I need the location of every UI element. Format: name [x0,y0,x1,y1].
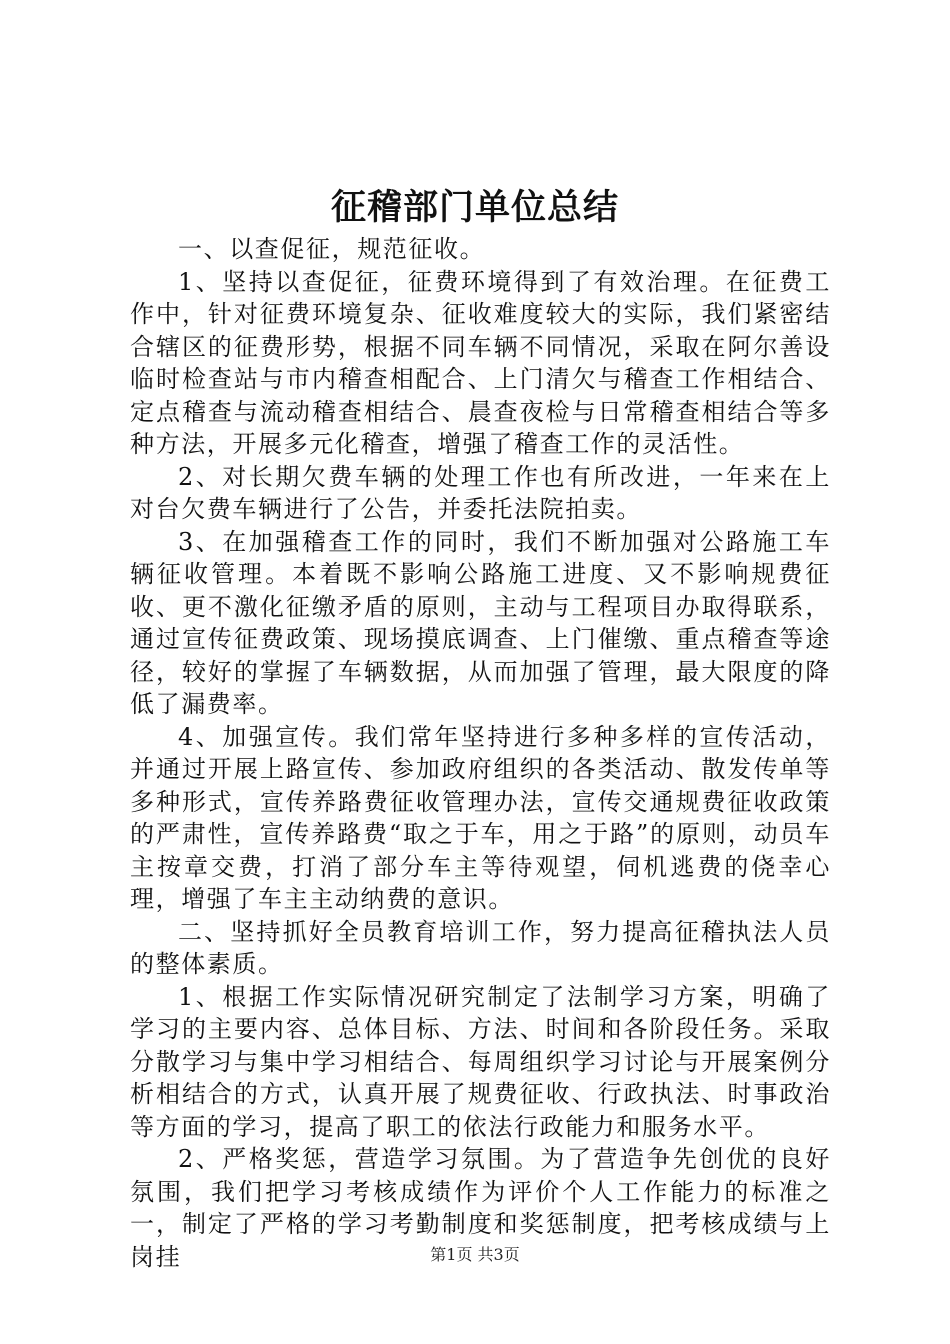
section-heading: 一、以查促征，规范征收。 [178,235,486,263]
document-body [130,233,831,1273]
body-paragraph: 3、在加强稽查工作的同时，我们不断加强对公路施工车辆征收管理。本着既不影响公路施工进度、又不影响规费征收、更不激化征缴矛盾的原则，主动与工程项目办取得联系，通过宣传征费政策、现场摸底调查、上门催缴、重点稽查等途径，较好的掌握了车辆数据，从而加强了管理，最大限度的降低了漏费率。 [130,527,831,718]
section-heading: 二、坚持抓好全员教育培训工作，努力提高征稽执法人员的整体素质。 [130,917,831,978]
body-paragraph: 1、坚持以查促征，征费环境得到了有效治理。在征费工作中，针对征费环境复杂、征收难度较大的实际，我们紧密结合辖区的征费形势，根据不同车辆不同情况，采取在阿尔善设临时检查站与市内稽查相配合、上门清欠与稽查工作相结合、定点稽查与流动稽查相结合、晨查夜检与日常稽查相结合等多种方法，开展多元化稽查，增强了稽查工作的灵活性。 [130,267,831,458]
page-number: 第1页 共3页 [430,1245,520,1264]
body-paragraph: 2、严格奖惩，营造学习氛围。为了营造争先创优的良好氛围，我们把学习考核成绩作为评价个人工作能力的标准之一，制定了严格的学习考勤制度和奖惩制度，把考核成绩与上岗挂 [130,1145,831,1271]
body-paragraph: 4、加强宣传。我们常年坚持进行多种多样的宣传活动，并通过开展上路宣传、参加政府组织的各类活动、散发传单等多种形式，宣传养路费征收管理办法，宣传交通规费征收政策的严肃性，宣传养路费“取之于车，用之于路”的原则，动员车主按章交费，打消了部分车主等待观望，伺机逃费的侥幸心理，增强了车主主动纳费的意识。 [130,722,831,913]
body-paragraph: 1、根据工作实际情况研究制定了法制学习方案，明确了学习的主要内容、总体目标、方法、时间和各阶段任务。采取分散学习与集中学习相结合、每周组织学习讨论与开展案例分析相结合的方式，认真开展了规费征收、行政执法、时事政治等方面的学习，提高了职工的依法行政能力和服务水平。 [130,982,831,1141]
document-title: 征稽部门单位总结 [330,187,619,228]
body-paragraph: 2、对长期欠费车辆的处理工作也有所改进，一年来在上对台欠费车辆进行了公告，并委托法院拍卖。 [130,462,831,523]
